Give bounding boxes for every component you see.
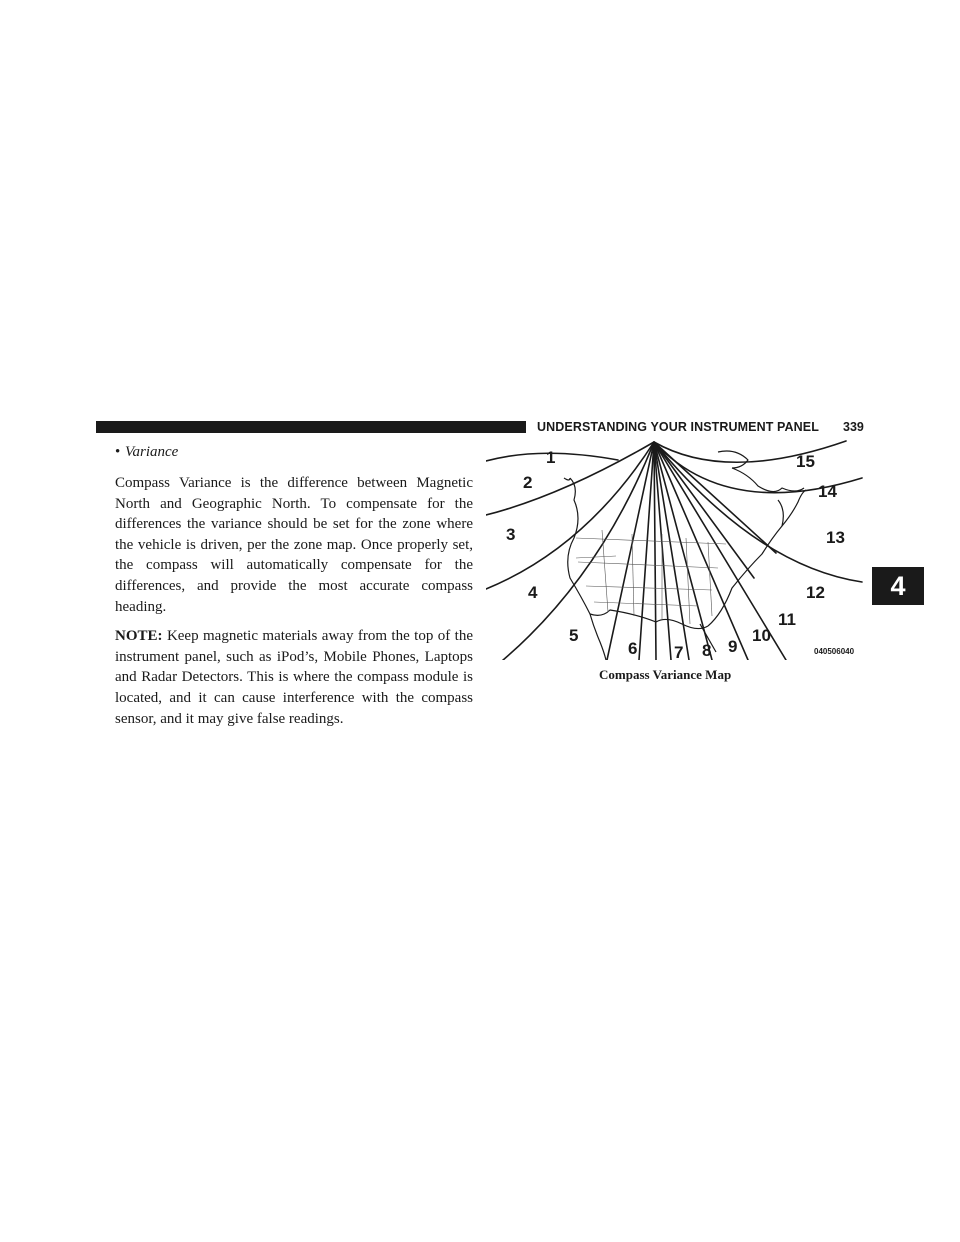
zone-label-5: 5 [569, 626, 579, 645]
page-number: 339 [843, 420, 864, 434]
zone-label-12: 12 [806, 583, 825, 602]
zone-label-7: 7 [674, 643, 684, 660]
header-rule [96, 421, 526, 433]
zone-label-9: 9 [728, 637, 738, 656]
variance-paragraph: Compass Variance is the difference between Magnetic North and Geographic North. To compensate for the differences the variance should be set for the zone where the vehicle is driven, per the zone map. Once properly set, the compass will automatically compensate for the differences, and provide the most accurate compass heading. [115, 475, 473, 615]
zone-line-extra-2 [654, 442, 776, 553]
zone-label-6: 6 [628, 639, 638, 658]
zone-label-10: 10 [752, 626, 771, 645]
note-label: NOTE: [115, 628, 163, 645]
zone-label-3: 3 [506, 525, 516, 544]
note-text: Keep magnetic materials away from the top of the instrument panel, such as iPod’s, Mobile Phones, Laptops and Radar Detectors. This is where the compass module is located, and it can cause interference with the compass sensor, and it may give false readings. [115, 628, 474, 727]
figure-caption: Compass Variance Map [599, 667, 732, 682]
zone-arc-14-15 [654, 441, 846, 462]
compass-variance-map [486, 438, 864, 660]
zone-arc-3-4 [486, 442, 654, 589]
note-paragraph [115, 626, 473, 729]
zone-label-1: 1 [546, 448, 556, 467]
zone-line-7-8 [654, 442, 656, 660]
bullet-item-variance [115, 439, 473, 465]
map-illustration [486, 438, 864, 660]
zone-label-8: 8 [702, 641, 712, 660]
running-header: UNDERSTANDING YOUR INSTRUMENT PANEL [537, 420, 819, 434]
figure-code: 040506040 [814, 647, 855, 656]
bullet-icon: • [115, 444, 121, 460]
state-grid [576, 530, 726, 624]
body-text-column [115, 439, 473, 729]
zone-label-11: 11 [778, 610, 796, 629]
chapter-tab: 4 [872, 567, 924, 605]
zone-label-13: 13 [826, 528, 845, 547]
zone-label-15: 15 [796, 452, 815, 471]
bullet-label: Variance [125, 444, 179, 460]
zone-label-14: 14 [818, 482, 837, 501]
zone-label-2: 2 [523, 473, 533, 492]
zone-label-4: 4 [528, 583, 538, 602]
